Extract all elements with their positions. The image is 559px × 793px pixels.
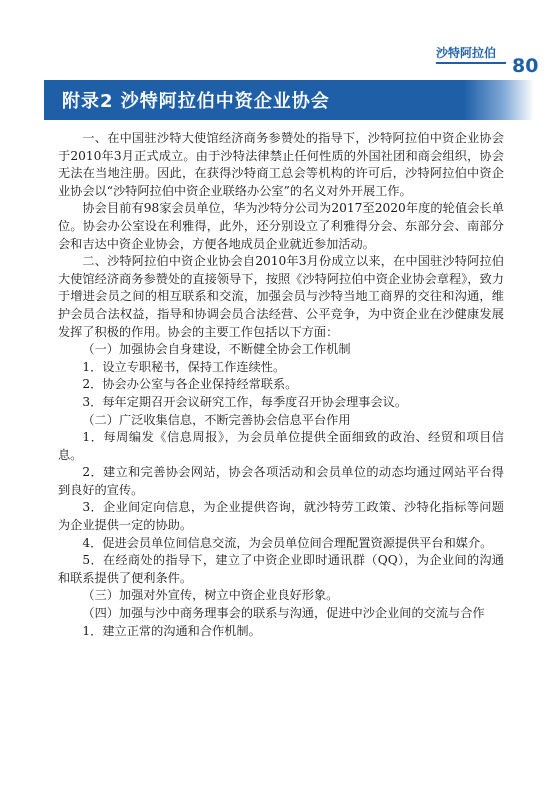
subheading: （一）加强协会自身建设，不断健全协会工作机制	[82, 342, 351, 357]
subheading: （三）加强对外宣传，树立中资企业良好形象。	[82, 588, 339, 603]
paragraph: 一、在中国驻沙特大使馆经济商务参赞处的指导下，沙特阿拉伯中资企业协会于2010年3月正式成立。由于沙特法律禁止任何性质的外国社团和商会组织，协会无法在当地注册。因此，在获得沙特商工总会等机构的许可后，沙特阿拉伯中资企业协会以“沙特阿拉伯中资企业联络办公室”的名义对外开展工作。	[58, 131, 504, 198]
header-rule	[436, 62, 506, 64]
list-item: 3．企业间定向信息，为企业提供咨询，就沙特劳工政策、沙特化指标等问题为企业提供一定的协助。	[58, 500, 504, 533]
list-item: 1．每周编发《信息周报》，为会员单位提供全面细致的政治、经贸和项目信息。	[58, 430, 504, 462]
subheading: （四）加强与沙中商务理事会的联系与沟通，促进中沙企业间的交流与合作	[82, 606, 485, 621]
list-item: 3．每年定期召开会议研究工作，每季度召开协会理事会议。	[82, 394, 408, 409]
running-header-title: 沙特阿拉伯	[436, 46, 497, 60]
section-title: 附录2 沙特阿拉伯中资企业协会	[62, 91, 330, 112]
paragraph: 协会目前有98家会员单位，华为沙特分公司为2017至2020年度的轮值会长单位。协会办公室设在利雅得，此外，还分别设立了利雅得分会、东部分会、南部分会和吉达中资企业协会，方便各地成员企业就近参加活动。	[58, 201, 504, 251]
banner-gradient-tail	[464, 80, 534, 120]
list-item: 4．促进会员单位间信息交流，为会员单位间合理配置资源提供平台和媒介。	[82, 535, 493, 550]
section-title-banner	[44, 80, 464, 120]
list-item: 2．建立和完善协会网站，协会各项活动和会员单位的动态均通过网站平台得到良好的宣传。	[58, 465, 504, 497]
list-item: 1．设立专职秘书，保持工作连续性。	[82, 359, 286, 374]
paragraph: 二、沙特阿拉伯中资企业协会自2010年3月份成立以来，在中国驻沙特阿拉伯大使馆经济商务参赞处的直接领导下，按照《沙特阿拉伯中资企业协会章程》，致力于增进会员之间的相互联系和交流，加强会员与沙特当地工商界的交往和沟通，维护会员合法权益，指导和协调会员合法经营、公平竞争，为中资企业在沙健康发展发挥了积极的作用。协会的主要工作包括以下方面：	[58, 254, 504, 339]
list-item: 1．建立正常的沟通和合作机制。	[82, 623, 261, 638]
subheading: （二）广泛收集信息，不断完善协会信息平台作用	[82, 412, 351, 427]
page-number: 80	[512, 55, 539, 77]
list-item: 5．在经商处的指导下，建立了中资企业即时通讯群（QQ），为企业间的沟通和联系提供了便利条件。	[58, 553, 504, 585]
list-item: 2．协会办公室与各企业保持经常联系。	[82, 377, 298, 392]
body-text	[58, 130, 504, 640]
